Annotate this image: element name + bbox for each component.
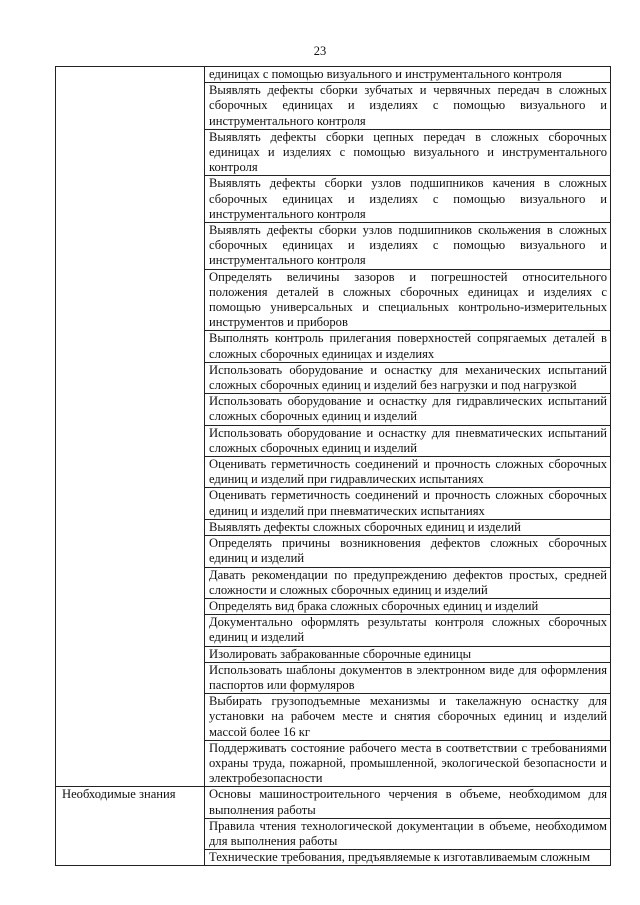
requirement-item: Определять причины возникновения дефектов сложных сборочных единиц и изделий	[205, 536, 611, 567]
requirement-item: Выявлять дефекты сборки узлов подшипников скольжения в сложных сборочных единицах и изделиях с помощью визуального и инструментального контроля	[205, 223, 611, 270]
requirement-item: Основы машиностроительного черчения в объеме, необходимом для выполнения работы	[205, 787, 611, 818]
requirement-item: Определять вид брака сложных сборочных единиц и изделий	[205, 598, 611, 614]
requirement-item: Давать рекомендации по предупреждению дефектов простых, средней сложности и сложных сборочных единиц и изделий	[205, 567, 611, 598]
requirement-item: Выявлять дефекты сборки узлов подшипников качения в сложных сборочных единицах и изделиях с помощью визуального и инструментального контроля	[205, 176, 611, 223]
requirement-item: Оценивать герметичность соединений и прочность сложных сборочных единиц и изделий при пневматических испытаниях	[205, 488, 611, 519]
requirement-item: Использовать оборудование и оснастку для гидравлических испытаний сложных сборочных единиц и изделий	[205, 394, 611, 425]
requirement-item: Использовать шаблоны документов в электронном виде для оформления паспортов или формуляров	[205, 662, 611, 693]
requirement-item: Выявлять дефекты сложных сборочных единиц и изделий	[205, 519, 611, 535]
requirement-item: Выявлять дефекты сборки зубчатых и червячных передач в сложных сборочных единицах и изделиях с помощью визуального и инструментального контроля	[205, 83, 611, 130]
table-row	[56, 67, 611, 83]
section-label-cell: Необходимые знания	[56, 787, 205, 866]
requirement-item: Правила чтения технологической документации в объеме, необходимом для выполнения работы	[205, 818, 611, 849]
requirement-item: Технические требования, предъявляемые к изготавливаемым сложным	[205, 850, 611, 866]
requirement-item: Документально оформлять результаты контроля сложных сборочных единиц и изделий	[205, 615, 611, 646]
page-number: 23	[313, 44, 327, 58]
requirement-item: Поддерживать состояние рабочего места в соответствии с требованиями охраны труда, пожарной, промышленной, экологической безопасности и электробезопасности	[205, 740, 611, 787]
requirements-table	[55, 66, 611, 866]
requirement-item: Использовать оборудование и оснастку для механических испытаний сложных сборочных единиц и изделий без нагрузки и под нагрузкой	[205, 362, 611, 393]
requirements-table-body	[56, 67, 611, 866]
requirement-item: Выявлять дефекты сборки цепных передач в сложных сборочных единицах и изделиях с помощью визуального и инструментального контроля	[205, 129, 611, 176]
requirement-item: Оценивать герметичность соединений и прочность сложных сборочных единиц и изделий при гидравлических испытаниях	[205, 457, 611, 488]
requirement-item: Использовать оборудование и оснастку для пневматических испытаний сложных сборочных единиц и изделий	[205, 425, 611, 456]
requirement-item: Выполнять контроль прилегания поверхностей сопрягаемых деталей в сложных сборочных единицах и изделиях	[205, 331, 611, 362]
section-label-cell	[56, 67, 205, 787]
table-row	[56, 787, 611, 818]
requirement-item: Выбирать грузоподъемные механизмы и такелажную оснастку для установки на рабочем месте и снятия сборочных единиц и изделий массой более 16 кг	[205, 694, 611, 741]
requirement-item: Определять величины зазоров и погрешностей относительного положения деталей в сложных сборочных единицах и изделиях с помощью универсальных и специальных контрольно-измерительных инструментов и приборов	[205, 269, 611, 331]
requirement-item: Изолировать забракованные сборочные единицы	[205, 646, 611, 662]
requirement-item: единицах с помощью визуального и инструментального контроля	[205, 67, 611, 83]
